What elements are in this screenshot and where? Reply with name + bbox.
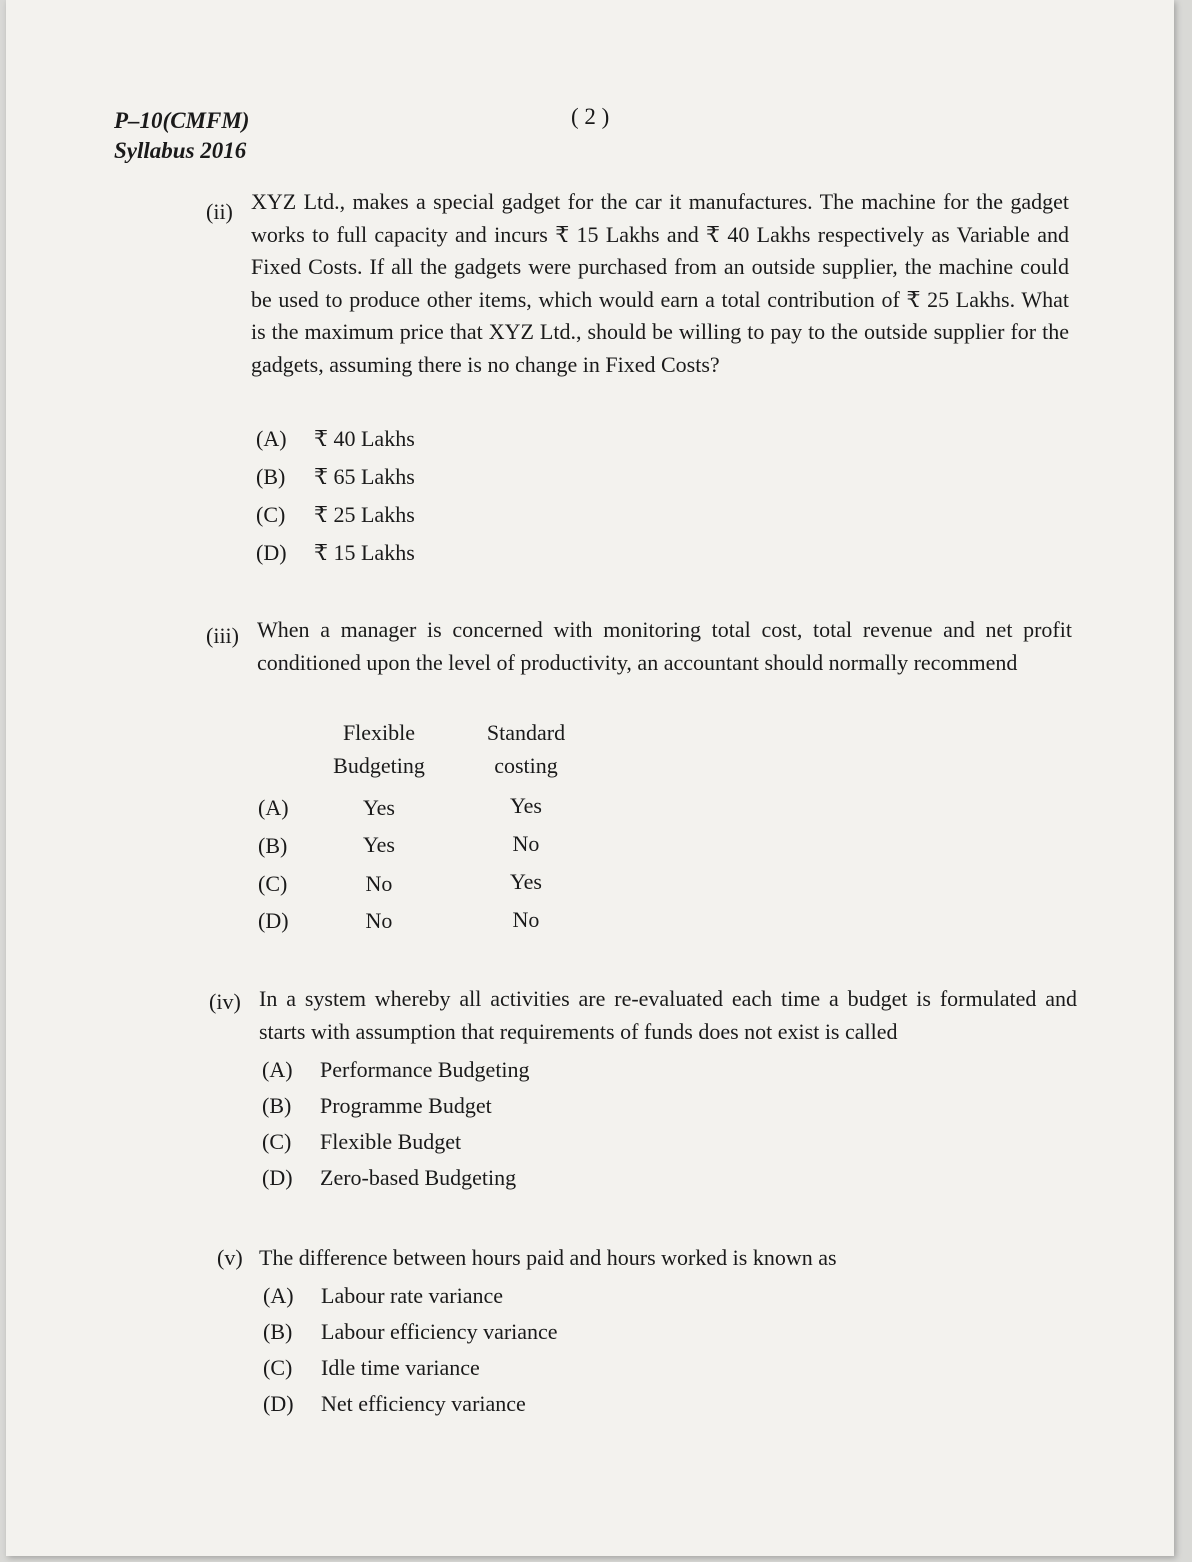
option-d [262,1162,516,1195]
question-number: (iii) [206,623,239,648]
syllabus-label: Syllabus 2016 [114,138,247,163]
question-text: The difference between hours paid and hours worked is known as [259,1245,837,1270]
question-text: In a system whereby all activities are re-evaluated each time a budget is formulated and starts with assumption that requirements of funds does not exist is called [259,986,1077,1044]
option-label: (D) [263,1391,294,1416]
option-label: (A) [263,1283,294,1308]
option-a [263,1280,503,1313]
option-d [256,537,415,570]
row-label: (B) [258,833,288,858]
exam-page [6,0,1174,1556]
option-b [256,461,415,494]
option-a [262,1054,530,1087]
header-line: Standard [486,720,566,745]
question-number: (v) [217,1245,243,1270]
option-text: ₹ 25 Lakhs [314,502,415,527]
option-text: Labour rate variance [321,1283,503,1308]
header-line: costing [494,753,558,778]
option-label: (C) [263,1355,293,1380]
option-label: (C) [256,502,286,527]
row-label: (D) [258,908,289,933]
header-line: Budgeting [333,753,425,778]
option-text: ₹ 40 Lakhs [314,426,415,451]
option-label: (B) [256,464,286,489]
option-label: (B) [263,1319,293,1344]
question-number: (ii) [206,199,233,224]
table-cell: Yes [362,795,395,820]
table-cell: Yes [362,832,395,857]
option-label: (A) [262,1057,293,1082]
option-c [256,499,415,532]
table-header-standard-costing [456,716,596,782]
option-label: (C) [262,1129,292,1154]
option-text: Flexible Budget [320,1129,462,1154]
row-label: (A) [258,795,289,820]
page-number: ( 2 ) [571,104,610,129]
option-b [262,1090,492,1123]
table-cell: Yes [509,793,542,818]
row-label: (C) [258,871,288,896]
option-text: Net efficiency variance [321,1391,526,1416]
option-label: (B) [262,1093,292,1118]
question-number: (iv) [209,989,241,1014]
table-header-flexible-budgeting [309,716,449,782]
option-c [262,1126,461,1159]
option-b [263,1316,558,1349]
option-a [256,423,415,456]
header-line: Flexible [342,720,416,745]
table-cell: No [365,871,393,896]
option-text: Performance Budgeting [320,1057,530,1082]
question-text: XYZ Ltd., makes a special gadget for the car it manufactures. The machine for the gadget works to full capacity and incurs ₹ 15 Lakhs and ₹ 40 Lakhs respectively as Variable and Fixed Costs. If all the gadgets were purchased from an outside supplier, the machine could be used to produce other items, which would earn a total contribution of ₹ 25 Lakhs. What is the maximum price that XYZ Ltd., should be willing to pay to the outside supplier for the gadgets, assuming there is no change in Fixed Costs? [251,189,1069,377]
option-label: (D) [262,1165,293,1190]
option-label: (D) [256,540,287,565]
option-c [263,1352,480,1385]
option-text: ₹ 15 Lakhs [314,540,415,565]
option-d [263,1388,526,1421]
option-text: ₹ 65 Lakhs [314,464,415,489]
table-cell: No [512,907,540,932]
option-text: Zero-based Budgeting [320,1165,517,1190]
paper-code: P–10(CMFM) [114,108,250,133]
option-text: Idle time variance [321,1355,480,1380]
table-cell: No [365,908,393,933]
question-text: When a manager is concerned with monitoring total cost, total revenue and net profit conditioned upon the level of productivity, an accountant should normally recommend [257,617,1072,675]
option-text: Programme Budget [320,1093,492,1118]
option-text: Labour efficiency variance [321,1319,558,1344]
table-cell: Yes [509,869,542,894]
option-label: (A) [256,426,287,451]
table-cell: No [512,831,540,856]
